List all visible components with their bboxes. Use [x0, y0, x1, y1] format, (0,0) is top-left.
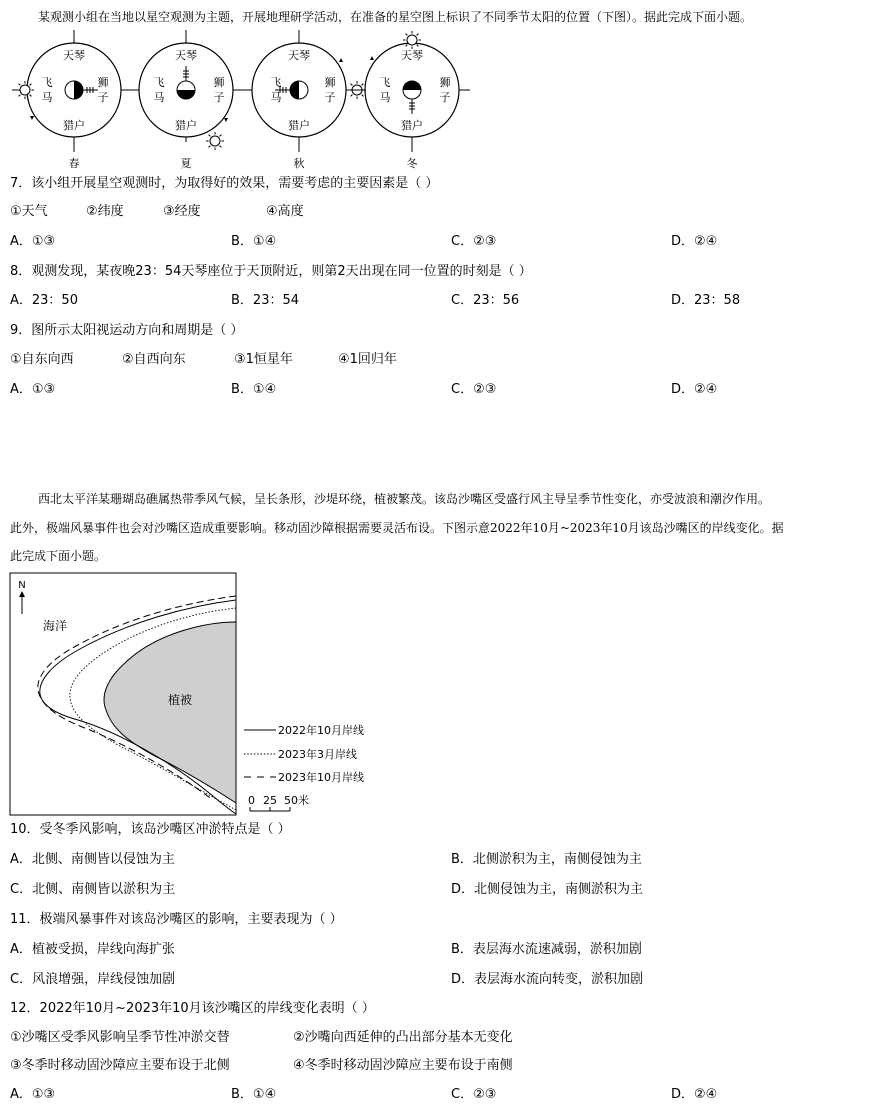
q10-stem: 10．受冬季风影响，该岛沙嘴区冲淤特点是（ ） [10, 822, 291, 837]
q9-item-4: ④1回归年 [338, 352, 397, 367]
label-pegasus-1: 飞 [41, 76, 53, 89]
label-leo-2: 子 [213, 91, 225, 104]
season-winter: 冬 [406, 157, 418, 170]
label-lyra: 天琴 [401, 49, 423, 62]
q8-stem: 8．观测发现，某夜晚23：54天琴座位于天顶附近，则第2天出现在同一位置的时刻是（ ） [10, 264, 532, 279]
q9-stem: 9．图所示太阳视运动方向和周期是（ ） [10, 323, 244, 338]
q10-option-d[interactable]: D．北侧侵蚀为主，南侧淤积为主 [451, 882, 644, 897]
north-label: N [18, 580, 26, 591]
q9-option-a[interactable]: A．①③ [10, 382, 56, 397]
q12-item-2: ②沙嘴向西延伸的凸出部分基本无变化 [293, 1030, 513, 1045]
label-leo-2: 子 [97, 91, 109, 104]
sun-icon [206, 132, 224, 150]
season-summer: 夏 [180, 157, 192, 170]
star-map-autumn [237, 30, 366, 170]
q7-option-b[interactable]: B．①④ [231, 234, 277, 249]
label-pegasus-1: 飞 [379, 76, 391, 89]
scale-0: 0 [248, 794, 255, 807]
legend-2022-10: 2022年10月岸线 [278, 724, 364, 737]
season-autumn: 秋 [293, 157, 305, 170]
label-leo-2: 子 [439, 91, 451, 104]
label-orion: 猎户 [401, 119, 423, 132]
star-map-summer [124, 30, 248, 170]
q10-option-c[interactable]: C．北侧、南侧皆以淤积为主 [10, 882, 176, 897]
label-lyra: 天琴 [63, 49, 85, 62]
star-map-figure [10, 30, 470, 190]
q11-option-d[interactable]: D．表层海水流向转变，淤积加剧 [451, 972, 644, 987]
label-pegasus-2: 马 [41, 91, 53, 104]
scale-bar [250, 807, 290, 811]
q12-option-d[interactable]: D．②④ [671, 1087, 718, 1102]
q7-item-2: ②纬度 [86, 204, 124, 219]
intro-paragraph-1: 某观测小组在当地以星空观测为主题，开展地理研学活动，在准备的星空图上标识了不同季节太阳的位置（下图）。据此完成下面小题。 [38, 10, 753, 24]
q11-stem: 11．极端风暴事件对该岛沙嘴区的影响，主要表现为（ ） [10, 912, 343, 927]
q11-option-c[interactable]: C．风浪增强，岸线侵蚀加剧 [10, 972, 176, 987]
label-pegasus-2: 马 [153, 91, 165, 104]
q11-option-a[interactable]: A．植被受损，岸线向海扩张 [10, 942, 175, 957]
q12-option-c[interactable]: C．②③ [451, 1087, 497, 1102]
q12-option-a[interactable]: A．①③ [10, 1087, 56, 1102]
label-pegasus-2: 马 [270, 91, 282, 104]
season-spring: 春 [68, 157, 80, 170]
q7-item-3: ③经度 [163, 204, 201, 219]
label-orion: 猎户 [175, 119, 197, 132]
label-leo-1: 狮 [439, 76, 451, 89]
label-pegasus-1: 飞 [270, 76, 282, 89]
label-leo-1: 狮 [97, 76, 109, 89]
intro-paragraph-2-line-3: 此完成下面小题。 [10, 549, 107, 563]
q12-option-b[interactable]: B．①④ [231, 1087, 277, 1102]
scale-50: 50米 [284, 794, 309, 807]
label-lyra: 天琴 [175, 49, 197, 62]
q12-item-4: ④冬季时移动固沙障应主要布设于南侧 [293, 1058, 513, 1073]
q7-item-1: ①天气 [10, 204, 48, 219]
q7-option-c[interactable]: C．②③ [451, 234, 497, 249]
q9-option-b[interactable]: B．①④ [231, 382, 277, 397]
q8-option-c[interactable]: C．23：56 [451, 293, 520, 308]
q7-stem: 7．该小组开展星空观测时，为取得好的效果，需要考虑的主要因素是（ ） [10, 176, 439, 191]
sun-icon [403, 31, 421, 49]
q12-item-3: ③冬季时移动固沙障应主要布设于北侧 [10, 1058, 230, 1073]
legend-2023-03: 2023年3月岸线 [278, 748, 357, 761]
sand-spit-map [8, 570, 388, 820]
q10-option-a[interactable]: A．北侧、南侧皆以侵蚀为主 [10, 852, 175, 867]
q12-item-1: ①沙嘴区受季风影响呈季节性冲淤交替 [10, 1030, 230, 1045]
sea-label: 海洋 [43, 619, 68, 633]
q9-item-2: ②自西向东 [122, 352, 186, 367]
vegetation-label: 植被 [167, 693, 193, 707]
q8-option-a[interactable]: A．23：50 [10, 293, 78, 308]
q12-stem: 12．2022年10月~2023年10月该沙嘴区的岸线变化表明（ ） [10, 1001, 375, 1016]
star-map-winter [350, 31, 470, 170]
q8-option-b[interactable]: B．23：54 [231, 293, 300, 308]
q7-option-d[interactable]: D．②④ [671, 234, 718, 249]
q10-option-b[interactable]: B．北侧淤积为主，南侧侵蚀为主 [451, 852, 642, 867]
label-pegasus-1: 飞 [153, 76, 165, 89]
label-orion: 猎户 [63, 119, 85, 132]
scale-25: 25 [263, 794, 277, 807]
label-lyra: 天琴 [288, 49, 310, 62]
label-orion: 猎户 [288, 119, 310, 132]
label-leo-1: 狮 [324, 76, 336, 89]
label-leo-2: 子 [324, 91, 336, 104]
q8-option-d[interactable]: D．23：58 [671, 293, 741, 308]
q9-item-1: ①自东向西 [10, 352, 74, 367]
q9-option-c[interactable]: C．②③ [451, 382, 497, 397]
q9-option-d[interactable]: D．②④ [671, 382, 718, 397]
legend-2023-10: 2023年10月岸线 [278, 771, 364, 784]
intro-paragraph-2-line-1: 西北太平洋某珊瑚岛礁属热带季风气候，呈长条形，沙堤环绕，植被繁茂。该岛沙嘴区受盛行风主导呈季节性变化，亦受波浪和潮汐作用。 [38, 492, 771, 506]
star-map-spring [12, 30, 134, 170]
q7-item-4: ④高度 [266, 204, 304, 219]
intro-paragraph-2-line-2: 此外，极端风暴事件也会对沙嘴区造成重要影响。移动固沙障根据需要灵活布设。下图示意2022年10月~2023年10月该岛沙嘴区的岸线变化。据 [10, 521, 784, 535]
label-pegasus-2: 马 [379, 91, 391, 104]
label-leo-1: 狮 [213, 76, 225, 89]
q7-option-a[interactable]: A．①③ [10, 234, 56, 249]
q11-option-b[interactable]: B．表层海水流速减弱，淤积加剧 [451, 942, 642, 957]
q9-item-3: ③1恒星年 [234, 352, 293, 367]
